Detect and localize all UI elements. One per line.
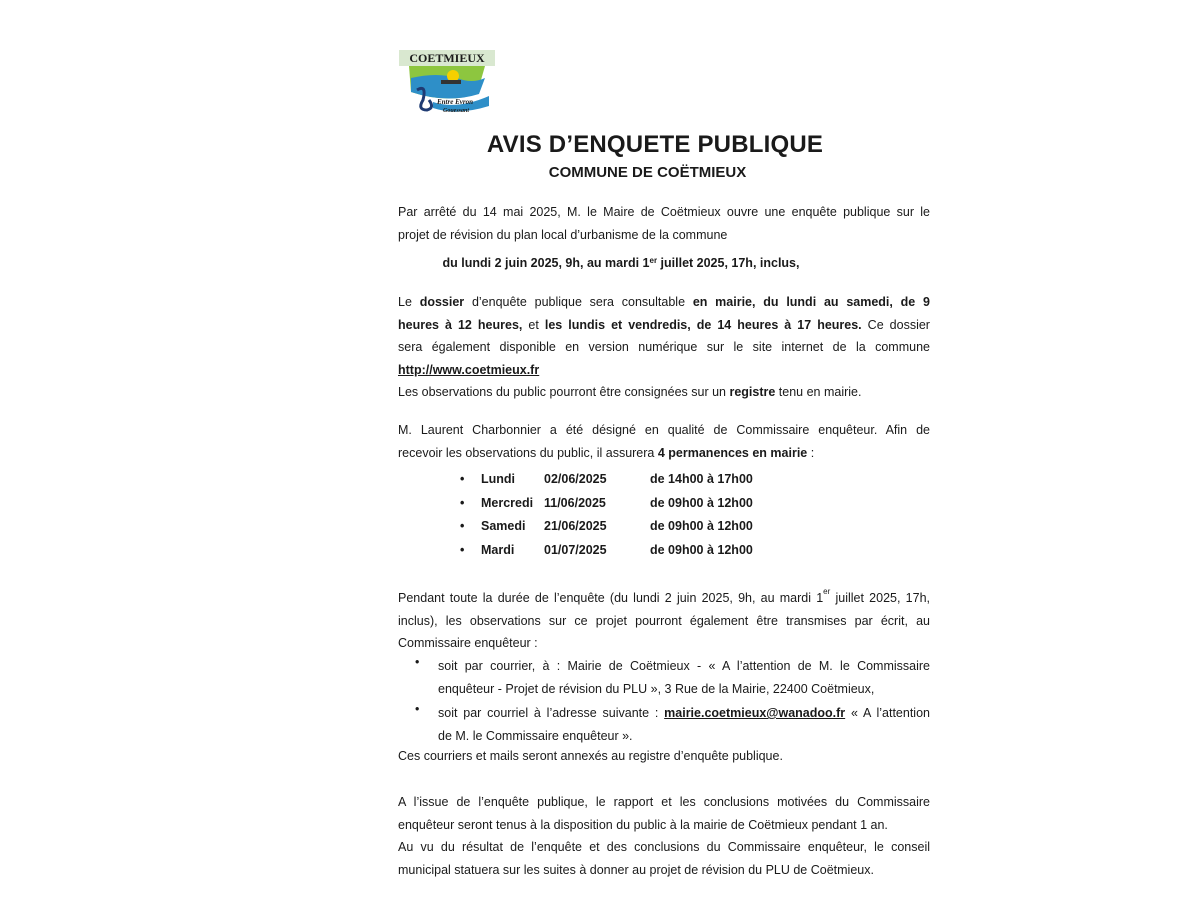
dossier-l1-d: en mairie, du lundi au samedi, de 9: [692, 295, 930, 309]
dossier-line-1: [398, 291, 930, 314]
permanence-date: 01/07/2025: [544, 542, 607, 557]
intro-line-1: Par arrêté du 14 mai 2025, M. le Maire de Coëtmieux ouvre une enquête publique sur le: [398, 205, 930, 219]
dates-text-b: juillet 2025, 17h, inclus,: [657, 256, 800, 270]
permanence-date: 21/06/2025: [544, 519, 607, 533]
commissioner-l2-a: recevoir les observations du public, il assurera: [398, 445, 658, 460]
report-line-1: A l’issue de l’enquête publique, le rapport et les conclusions motivées du Commissaire: [398, 795, 930, 809]
permanence-date: 02/06/2025: [544, 472, 607, 486]
dossier-l5-a: Les observations du public pourront être consignées sur un: [398, 385, 730, 399]
report-line-4: municipal statuera sur les suites à donner au projet de révision du PLU de Coëtmieux.: [398, 862, 874, 877]
logo-top-text: COETMIEUX: [409, 51, 485, 65]
dossier-l1-a: Le: [398, 295, 420, 309]
dossier-line-2: [398, 314, 930, 337]
intro-paragraph: [398, 201, 930, 246]
permanence-day: Mercredi: [481, 495, 534, 510]
written-l1-a: Pendant toute la durée de l’enquête (du lundi 2 juin 2025, 9h, au mardi 1: [398, 591, 824, 605]
dossier-l5-b: registre: [729, 385, 776, 399]
bullet-email-l1-a: soit par courriel à l’adresse suivante :: [438, 706, 665, 720]
permanence-time: de 09h00 à 12h00: [650, 542, 753, 557]
bullet-icon: •: [460, 542, 465, 557]
page-title: AVIS D’ENQUETE PUBLIQUE: [486, 131, 824, 158]
permanence-day: Samedi: [481, 519, 526, 533]
website-link[interactable]: http://www.coetmieux.fr: [398, 362, 540, 377]
bullet-icon: •: [460, 495, 465, 510]
dossier-line-5: [398, 381, 930, 404]
written-observations-paragraph: [398, 587, 930, 655]
bullet-icon: •: [460, 519, 465, 533]
written-line-2: inclus), les observations sur ce projet pourront également être transmises par écrit, au: [398, 613, 930, 628]
intro-line-2: projet de révision du plan local d’urbanisme de la commune: [398, 227, 728, 242]
bullet-icon: •: [415, 655, 420, 669]
enquiry-dates: [0, 256, 1201, 270]
email-link[interactable]: mairie.coetmieux@wanadoo.fr: [664, 706, 846, 720]
bullet-email-line-1: [438, 702, 930, 725]
permanence-time: de 14h00 à 17h00: [650, 472, 753, 486]
logo-bottom-text-2: Gouessant: [443, 108, 470, 114]
commissioner-l2-b: 4 permanences en mairie: [657, 445, 808, 460]
bullet-email: [438, 702, 930, 747]
commissioner-l2-c: :: [807, 445, 815, 460]
report-paragraph: [398, 791, 930, 881]
commissioner-line-2: [398, 442, 930, 465]
dossier-line-3: sera également disponible en version numérique sur le site internet de la commune: [398, 340, 930, 354]
commissioner-paragraph: [398, 419, 930, 464]
bullet-mail-line-1: soit par courrier, à : Mairie de Coëtmieux - « A l’attention de M. le Commissaire: [438, 659, 930, 673]
bullet-icon: •: [415, 702, 420, 716]
dossier-l1-c: d’enquête publique sera consultable: [464, 295, 693, 309]
permanence-time: de 09h00 à 12h00: [650, 495, 753, 510]
written-line-3: Commissaire enquêteur :: [398, 636, 538, 650]
page-subtitle: COMMUNE DE COËTMIEUX: [548, 164, 747, 181]
permanence-day: Lundi: [481, 472, 516, 486]
permanence-date: 11/06/2025: [544, 495, 606, 510]
annex-paragraph: Ces courriers et mails seront annexés au registre d’enquête publique.: [398, 749, 783, 763]
written-l1-b: juillet 2025, 17h,: [830, 591, 930, 605]
dates-sup: er: [649, 256, 658, 265]
report-line-2: enquêteur seront tenus à la disposition du public à la mairie de Coëtmieux pendant 1 an.: [398, 817, 888, 832]
dossier-l2-c: les lundis et vendredis, de 14 heures à 17 heures.: [544, 317, 862, 332]
coetmieux-logo: [397, 48, 497, 116]
dossier-l2-d: Ce dossier: [861, 317, 930, 332]
commissioner-line-1: M. Laurent Charbonnier a été désigné en qualité de Commissaire enquêteur. Afin de: [398, 423, 930, 437]
dossier-l2-b: et: [522, 317, 545, 332]
dossier-l1-b: dossier: [419, 295, 465, 309]
written-line-1: [398, 587, 930, 610]
dossier-l5-c: tenu en mairie.: [775, 385, 862, 399]
report-line-3: Au vu du résultat de l’enquête et des conclusions du Commissaire enquêteur, le conseil: [398, 840, 930, 854]
bullet-email-l1-b: « A l’attention: [845, 706, 930, 720]
permanence-time: de 09h00 à 12h00: [650, 519, 753, 533]
bullet-email-line-2: de M. le Commissaire enquêteur ».: [438, 728, 633, 743]
dossier-paragraph: [398, 291, 930, 404]
logo-bottom-text-1: Entre Evron: [437, 98, 473, 106]
written-l1-sup: er: [823, 587, 831, 596]
dates-text-a: du lundi 2 juin 2025, 9h, au mardi 1: [442, 256, 650, 270]
permanence-day: Mardi: [481, 542, 515, 557]
bullet-mail: [438, 655, 930, 700]
bullet-icon: •: [460, 472, 465, 486]
dossier-l2-a: heures à 12 heures,: [398, 317, 523, 332]
bullet-mail-line-2: enquêteur - Projet de révision du PLU », 3 Rue de la Mairie, 22400 Coëtmieux,: [438, 681, 875, 696]
